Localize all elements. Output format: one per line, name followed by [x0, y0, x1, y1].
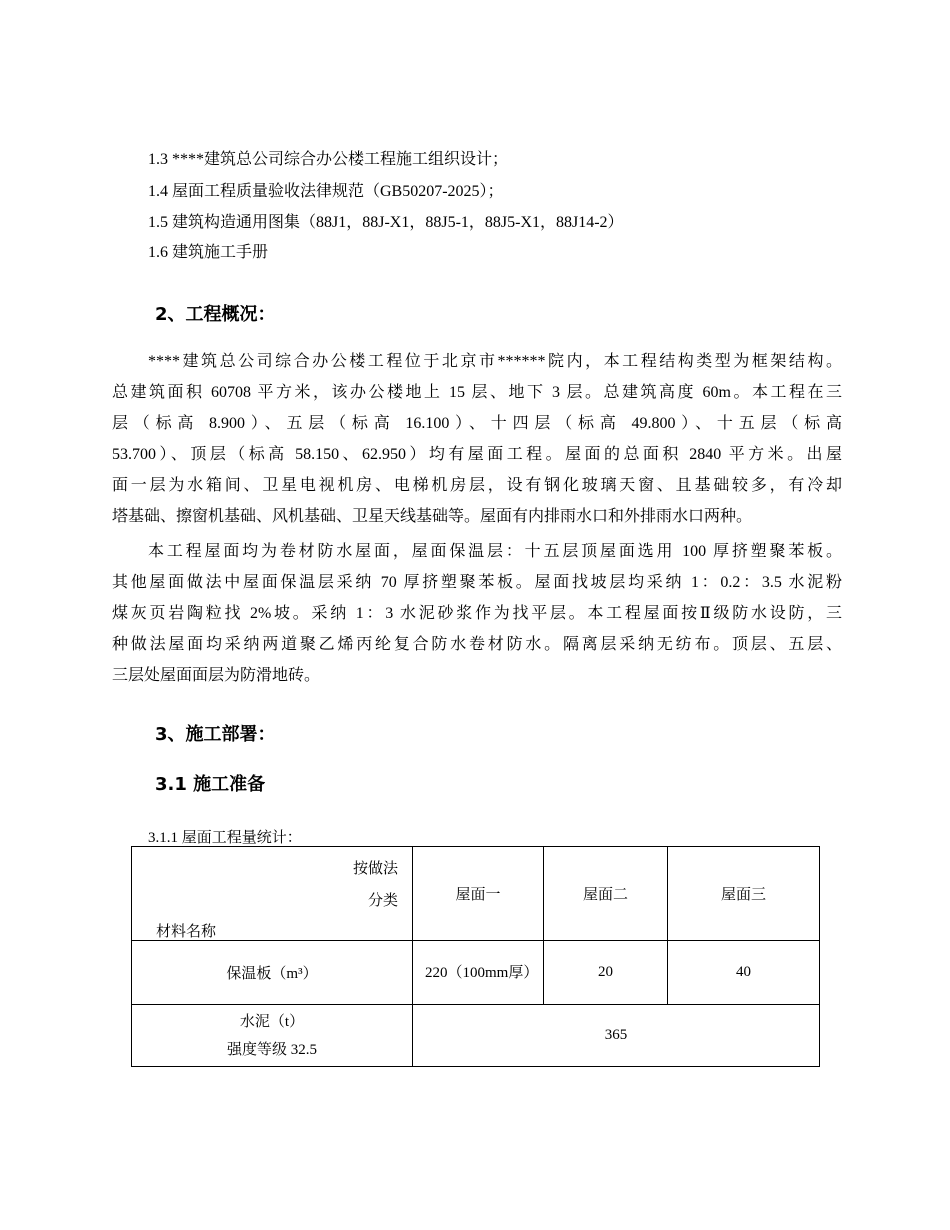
header-by-method: 按做法 [352, 861, 398, 877]
paragraph-line: 层（标高 8.900）、五层（标高 16.100）、十四层（标高 49.800）、十五层（标高 [112, 415, 842, 432]
section-2-heading: 2、工程概况： [155, 304, 276, 325]
material-cement [132, 1005, 413, 1067]
roof-description-paragraph [112, 536, 842, 691]
table-row [132, 1005, 820, 1067]
cement-total-value: 365 [413, 1005, 820, 1067]
paragraph-line: 其他屋面做法中屋面保温层采纳 70 厚挤塑聚苯板。屋面找坡层均采纳 1：0.2：3.5 水泥粉 [112, 574, 842, 591]
reference-item-1-4: 1.4 屋面工程质量验收法律规范（GB50207-2025）； [148, 183, 504, 200]
paragraph-line: 煤灰页岩陶粒找 2%坡。采纳 1：3 水泥砂浆作为找平层。本工程屋面按Ⅱ级防水设防，三 [112, 605, 842, 622]
paragraph-line: 塔基础、擦窗机基础、风机基础、卫星天线基础等。屋面有内排雨水口和外排雨水口两种。 [112, 508, 753, 525]
paragraph-line: 总建筑面积 60708 平方米，该办公楼地上 15 层、地下 3 层。总建筑高度 60m。本工程在三 [112, 384, 842, 401]
roof-3-value: 40 [668, 941, 820, 1005]
diagonal-header-cell [132, 847, 413, 941]
roof-quantity-table [131, 846, 820, 1067]
cement-label: 水泥（t） [239, 1013, 305, 1030]
header-roof-1: 屋面一 [413, 847, 544, 941]
paragraph-line: 本工程屋面均为卷材防水屋面，屋面保温层：十五层顶屋面选用 100 厚挤塑聚苯板。 [148, 543, 842, 560]
roof-1-value: 220（100mm厚） [413, 941, 544, 1005]
paragraph-line: ****建筑总公司综合办公楼工程位于北京市******院内，本工程结构类型为框架结构。 [148, 353, 842, 370]
paragraph-line: 三层处屋面面层为防滑地砖。 [112, 667, 321, 684]
paragraph-line: 面一层为水箱间、卫星电视机房、电梯机房层，设有钢化玻璃天窗、且基础较多，有冷却 [112, 477, 842, 494]
reference-item-1-5: 1.5 建筑构造通用图集（88J1，88J-X1，88J5-1，88J5-X1，88J14-2） [148, 214, 624, 231]
table-row [132, 941, 820, 1005]
section-3-1-heading: 3.1 施工准备 [155, 774, 266, 795]
reference-item-1-6: 1.6 建筑施工手册 [148, 244, 269, 261]
header-category: 分类 [367, 893, 398, 909]
project-overview-paragraph [112, 346, 842, 532]
cement-grade: 强度等级 32.5 [226, 1041, 317, 1058]
roof-2-value: 20 [544, 941, 668, 1005]
material-insulation-board: 保温板（m³） [132, 941, 413, 1005]
paragraph-line: 种做法屋面均采纳两道聚乙烯丙纶复合防水卷材防水。隔离层采纳无纺布。顶层、五层、 [112, 636, 842, 653]
reference-item-1-3: 1.3 ****建筑总公司综合办公楼工程施工组织设计； [148, 151, 509, 168]
header-roof-3: 屋面三 [668, 847, 820, 941]
table-header-row [132, 847, 820, 941]
header-material-name: 材料名称 [156, 924, 217, 940]
paragraph-line: 53.700）、顶层（标高 58.150、62.950）均有屋面工程。屋面的总面积 2840 平方米。出屋 [112, 446, 842, 463]
header-roof-2: 屋面二 [544, 847, 668, 941]
section-3-heading: 3、施工部署： [155, 724, 276, 745]
table-caption: 3.1.1 屋面工程量统计： [148, 830, 302, 846]
